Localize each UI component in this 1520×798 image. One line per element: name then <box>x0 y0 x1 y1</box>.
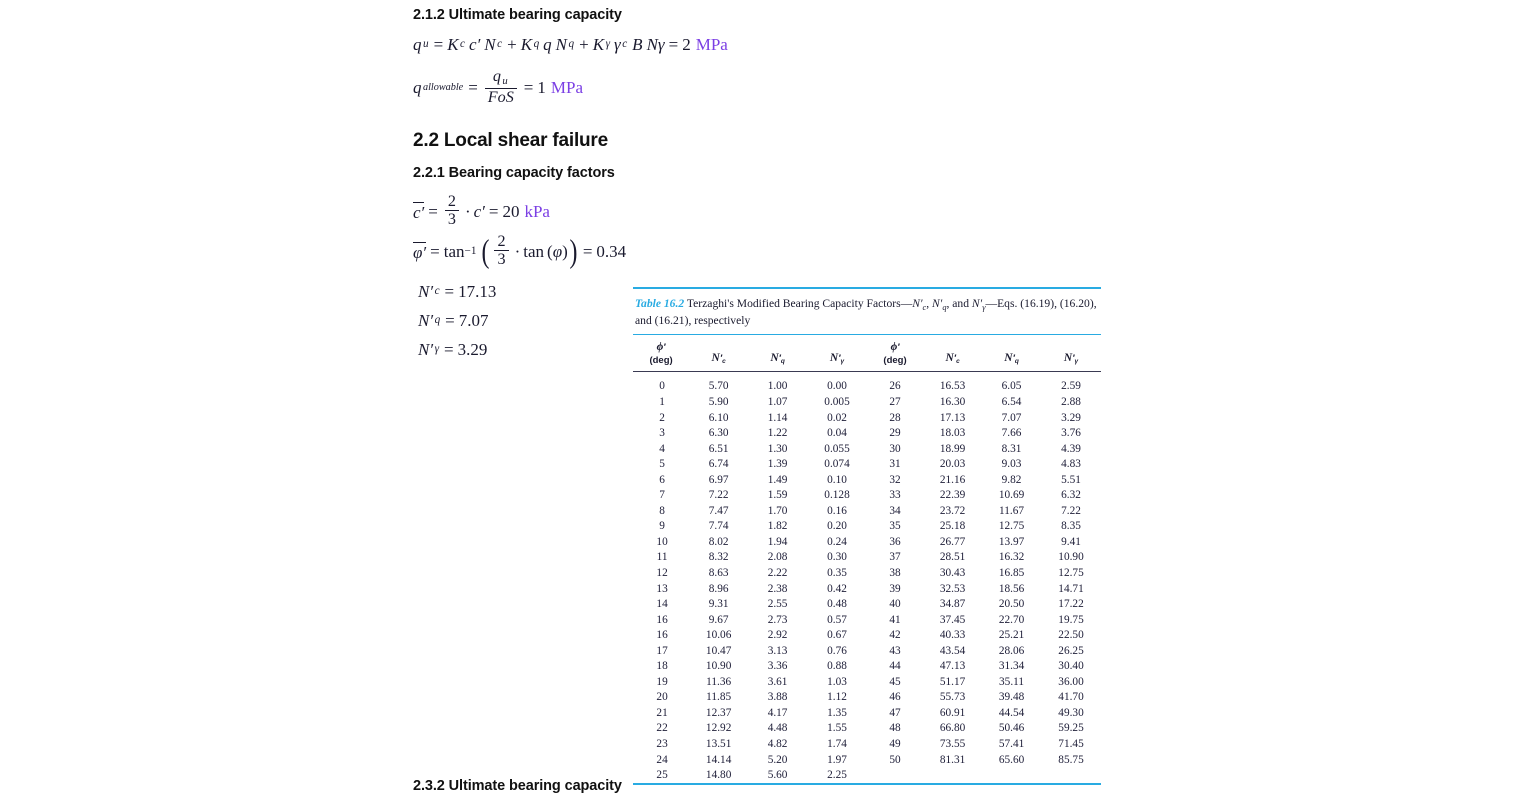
table-cell: 26.77 <box>939 535 966 548</box>
table-cell: 11 <box>656 551 668 564</box>
table-cell: 0.76 <box>827 644 847 657</box>
table-cell: 16.32 <box>998 551 1025 564</box>
result-nc <box>418 283 496 300</box>
table-cell: 2 <box>659 411 665 424</box>
table-cell: 1.55 <box>827 722 847 735</box>
table-cell: 47.13 <box>939 660 966 673</box>
table-row <box>633 581 1101 597</box>
table-cell: 10.90 <box>705 660 732 673</box>
table-cell: 37 <box>889 551 901 564</box>
table-cell: 12.75 <box>1058 566 1084 579</box>
caption-sym-nq: N <box>932 297 940 310</box>
bearing-capacity-factors-table <box>633 335 1101 783</box>
table-cell: 49 <box>889 738 901 750</box>
result-nq-symbol: N <box>418 311 430 330</box>
table-caption: Table 16.2 Terzaghi's Modified Bearing Capacity Factors—N′c, N′q, and N′γ—Eqs. (16.19), (16.20), and (16.21), respectively <box>633 289 1101 335</box>
table-cell: 41.70 <box>1058 691 1084 704</box>
table-cell: 1.07 <box>767 395 788 408</box>
table-cell: 34.87 <box>939 598 966 611</box>
table-cell: 5.90 <box>708 395 729 408</box>
table-cell: 8 <box>659 504 665 517</box>
table-cell: 8.35 <box>1061 520 1081 533</box>
heading-2-1-2: 2.1.2 Ultimate bearing capacity <box>413 7 622 23</box>
caption-and: , and <box>946 297 972 310</box>
table-cell: 6.10 <box>708 411 729 424</box>
equation-qu: q u = K c c ′ N c + K q q N q + K γ γ c B Nγ = 2 MPa <box>413 35 728 54</box>
table-cell: 30.40 <box>1058 660 1084 673</box>
table-cell: 3.61 <box>767 675 788 688</box>
table-cell: 0.074 <box>824 458 850 471</box>
phibar-result-value: 0.34 <box>596 241 627 261</box>
col-header-nc-right: N′c <box>923 335 982 371</box>
table-cell: 22.39 <box>939 489 966 502</box>
table-row <box>633 659 1101 675</box>
table-cell: 0.02 <box>827 411 847 424</box>
result-nc-eq: = <box>444 282 455 301</box>
table-cell: 3.36 <box>767 660 788 673</box>
table-cell: 14.80 <box>705 769 732 782</box>
table-cell: 9.82 <box>1001 473 1022 486</box>
table-cell: 31.34 <box>998 660 1025 673</box>
table-row <box>633 457 1101 473</box>
table-cell: 2.55 <box>767 598 788 611</box>
table-cell: 9.41 <box>1061 535 1081 548</box>
table-cell: 17.13 <box>939 411 966 424</box>
table-row <box>633 503 1101 519</box>
table-cell: 30 <box>889 442 901 455</box>
table-cell: 14 <box>656 598 668 611</box>
result-nq <box>418 312 489 329</box>
table-cell: 2.08 <box>767 551 788 564</box>
table-cell: 1.59 <box>767 489 788 502</box>
table-cell: 1 <box>659 395 665 408</box>
table-cell: 0.20 <box>827 520 847 533</box>
table-row <box>633 488 1101 504</box>
table-cell: 16 <box>656 629 668 642</box>
table-cell: 7.07 <box>1001 411 1022 424</box>
table-row <box>633 565 1101 581</box>
table-cell: 10.69 <box>998 489 1025 502</box>
table-cell: 1.03 <box>827 675 847 688</box>
table-cell: 3 <box>659 427 665 440</box>
table-cell: 18 <box>656 660 668 673</box>
table-cell: 3.13 <box>767 644 788 657</box>
result-nc-sub: c <box>434 284 440 297</box>
table-cell: 18.56 <box>998 582 1025 595</box>
table-cell: 6.30 <box>708 427 729 440</box>
table-cell: 11.67 <box>999 504 1025 517</box>
table-cell: 18.99 <box>939 442 966 455</box>
table-cell <box>867 768 923 784</box>
table-cell: 1.82 <box>767 520 788 533</box>
table-row <box>633 768 1101 784</box>
table-cell: 57.41 <box>998 738 1025 750</box>
table-row <box>633 379 1101 395</box>
table-cell: 27 <box>889 395 901 408</box>
table-cell: 7.74 <box>708 520 729 533</box>
table-cell: 40.33 <box>939 629 966 642</box>
table-cell: 29 <box>889 427 901 440</box>
result-ngamma-prime: ′ <box>429 340 434 359</box>
table-cell: 32.53 <box>939 582 966 595</box>
table-row <box>633 674 1101 690</box>
table-cell: 0.16 <box>827 504 847 517</box>
col-header-ngamma-right: N′γ <box>1041 335 1101 371</box>
table-cell: 22.50 <box>1058 629 1084 642</box>
caption-sub-nq: q <box>942 302 947 312</box>
table-cell: 0.005 <box>824 395 850 408</box>
table-row <box>633 534 1101 550</box>
table-cell: 1.94 <box>767 535 788 548</box>
col-header-nq-left: N′q <box>748 335 807 371</box>
col-header-phi-right: ϕ′ (deg) <box>867 335 923 371</box>
col-header-nc-left: N′c <box>689 335 748 371</box>
heading-2-3-2: 2.3.2 Ultimate bearing capacity <box>413 778 622 794</box>
cbar-result-unit: kPa <box>524 201 550 221</box>
table-cell: 0 <box>659 380 665 393</box>
table-cell: 0.67 <box>827 629 847 642</box>
table-cell: 12.37 <box>705 706 732 719</box>
table-cell: 1.70 <box>767 504 788 517</box>
table-cell: 5.60 <box>767 769 788 782</box>
table-cell: 1.49 <box>767 473 788 486</box>
table-cell: 7 <box>659 489 665 502</box>
table-cell: 3.88 <box>767 691 788 704</box>
table-cell: 24 <box>656 753 668 766</box>
table-cell: 0.00 <box>827 380 847 393</box>
table-cell: 22.70 <box>998 613 1025 626</box>
qu-result-unit: MPa <box>695 35 728 54</box>
table-cell: 17 <box>656 644 668 657</box>
table-cell: 65.60 <box>998 753 1025 766</box>
table-cell: 42 <box>889 629 901 642</box>
caption-sym-nc: N <box>912 297 920 310</box>
table-cell: 26.25 <box>1058 644 1084 657</box>
equation-phi-bar: φ′ = tan −1 ( $\frac{2}{3}$ · tan ( φ ) ) = 0.34 <box>413 232 627 270</box>
table-cell: 23.72 <box>939 504 966 517</box>
table-cell: 2.22 <box>767 566 788 579</box>
table-cell: 32 <box>889 473 901 486</box>
table-cell: 41 <box>889 613 901 626</box>
table-cell: 25.21 <box>998 629 1025 642</box>
table-cell: 19 <box>656 675 668 688</box>
table-cell: 35 <box>889 520 901 533</box>
table-cell: 4 <box>659 442 665 455</box>
table-cell: 0.42 <box>827 582 847 595</box>
table-cell: 0.128 <box>824 489 850 502</box>
table-figure-16-2 <box>633 287 1101 785</box>
table-cell: 9 <box>659 520 665 533</box>
table-cell: 5 <box>659 458 665 471</box>
table-caption-part2: —Eqs. (16.19), (16.20), and (16.21), respectively <box>635 297 1097 327</box>
table-cell: 2.88 <box>1061 395 1081 408</box>
heading-2-2: 2.2 Local shear failure <box>413 130 608 151</box>
table-cell: 4.83 <box>1061 458 1081 471</box>
table-cell: 0.30 <box>827 551 847 564</box>
table-cell: 85.75 <box>1058 753 1084 766</box>
cbar-result-value: 20 <box>502 201 520 221</box>
table-cell: 21 <box>656 706 668 719</box>
table-cell: 26 <box>889 380 901 393</box>
table-cell: 33 <box>889 489 901 502</box>
table-label: Table 16.2 <box>635 297 685 310</box>
qallow-result-unit: MPa <box>550 78 583 98</box>
table-cell: 2.92 <box>767 629 788 642</box>
table-cell: 16 <box>656 613 668 626</box>
table-cell: 14.71 <box>1058 582 1084 595</box>
result-nc-symbol: N <box>418 282 430 301</box>
col-header-phi-left: ϕ′ (deg) <box>633 335 689 371</box>
table-cell: 13 <box>656 582 668 595</box>
table-cell: 20 <box>656 691 668 704</box>
table-cell: 1.30 <box>767 442 788 455</box>
table-cell: 3.29 <box>1061 411 1081 424</box>
table-cell: 9.03 <box>1001 458 1022 471</box>
table-cell: 40 <box>889 598 901 611</box>
table-row <box>633 643 1101 659</box>
table-cell: 8.31 <box>1001 442 1022 455</box>
result-nq-prime: ′ <box>429 311 434 330</box>
table-top-spacer <box>633 371 1101 379</box>
table-cell: 11.36 <box>706 675 732 688</box>
table-cell: 1.00 <box>767 380 788 393</box>
table-cell: 8.32 <box>708 551 729 564</box>
result-nq-sub: q <box>434 313 441 326</box>
table-cell: 2.73 <box>767 613 788 626</box>
table-cell: 1.97 <box>827 753 847 766</box>
table-cell: 0.055 <box>824 442 850 455</box>
table-cell: 12.75 <box>998 520 1025 533</box>
table-cell: 50.46 <box>998 722 1025 735</box>
result-nq-eq: = <box>445 311 455 330</box>
table-cell: 6.97 <box>708 473 729 486</box>
table-cell: 59.25 <box>1058 722 1084 735</box>
table-cell: 38 <box>889 566 901 579</box>
table-cell: 2.38 <box>767 582 788 595</box>
result-nc-prime: ′ <box>429 282 434 301</box>
table-row <box>633 752 1101 768</box>
table-cell: 1.14 <box>767 411 788 424</box>
table-cell: 1.39 <box>767 458 788 471</box>
table-cell: 7.22 <box>1061 504 1081 517</box>
table-cell: 0.24 <box>827 535 847 548</box>
table-row <box>633 394 1101 410</box>
table-cell: 51.17 <box>939 675 966 688</box>
table-cell: 81.31 <box>939 753 966 766</box>
table-row <box>633 736 1101 752</box>
result-nq-value: 7.07 <box>458 311 489 330</box>
table-cell: 43 <box>889 644 901 657</box>
table-cell: 13.97 <box>998 535 1025 548</box>
table-cell: 73.55 <box>939 738 966 750</box>
table-cell: 44 <box>889 660 901 673</box>
table-cell: 10 <box>656 535 668 548</box>
table-row <box>633 410 1101 426</box>
result-ngamma-value: 3.29 <box>457 340 488 359</box>
table-row <box>633 612 1101 628</box>
caption-sub-ng: γ <box>982 302 986 312</box>
table-cell: 5.20 <box>767 753 788 766</box>
table-cell: 36 <box>889 535 901 548</box>
table-cell: 2.25 <box>827 769 847 782</box>
heading-2-2-1: 2.2.1 Bearing capacity factors <box>413 165 615 181</box>
qallow-result-value: 1 <box>537 78 546 98</box>
table-row <box>633 705 1101 721</box>
table-cell: 0.35 <box>827 566 847 579</box>
table-cell: 19.75 <box>1058 613 1084 626</box>
table-cell: 28.51 <box>939 551 966 564</box>
result-ngamma-eq: = <box>443 340 454 359</box>
table-cell: 39.48 <box>998 691 1025 704</box>
table-cell: 12 <box>656 566 668 579</box>
table-cell: 55.73 <box>939 691 966 704</box>
table-cell: 5.70 <box>708 380 729 393</box>
table-caption-part1: Terzaghi's Modified Bearing Capacity Factors— <box>686 297 913 310</box>
result-ngamma-symbol: N <box>418 340 430 359</box>
caption-sub-nc: c <box>922 302 927 312</box>
col-header-ngamma-left: N′γ <box>807 335 867 371</box>
table-row <box>633 721 1101 737</box>
table-cell: 6.54 <box>1001 395 1022 408</box>
qu-result-value: 2 <box>682 35 691 54</box>
result-ngamma-sub: γ <box>434 342 439 355</box>
result-nc-value: 17.13 <box>458 282 497 301</box>
equation-q-allowable: q allowable = $\frac{\text{q u}}{\text{FoS}}$ = 1 MPa <box>413 68 583 107</box>
table-cell: 39 <box>889 582 901 595</box>
table-cell: 6.51 <box>708 442 729 455</box>
table-cell: 60.91 <box>939 706 966 719</box>
table-row <box>633 472 1101 488</box>
table-cell: 45 <box>889 675 901 688</box>
table-cell: 12.92 <box>705 722 732 735</box>
table-cell: 28 <box>889 411 901 424</box>
table-cell: 25 <box>656 769 668 782</box>
table-row <box>633 519 1101 535</box>
table-cell: 20.03 <box>939 458 966 471</box>
table-cell: 7.22 <box>708 489 729 502</box>
col-header-nq-right: N′q <box>982 335 1041 371</box>
table-cell: 4.48 <box>767 722 788 735</box>
table-cell: 2.59 <box>1061 380 1081 393</box>
table-cell: 35.11 <box>999 675 1025 688</box>
table-cell: 48 <box>889 722 901 735</box>
table-cell: 20.50 <box>998 598 1025 611</box>
table-cell: 44.54 <box>998 706 1025 719</box>
table-cell: 50 <box>889 753 901 766</box>
table-cell: 9.31 <box>708 598 729 611</box>
table-body <box>633 371 1101 783</box>
table-cell: 1.35 <box>827 706 847 719</box>
table-cell: 21.16 <box>939 473 966 486</box>
table-cell: 36.00 <box>1058 675 1084 688</box>
table-cell: 13.51 <box>705 738 732 750</box>
table-cell: 10.06 <box>705 629 732 642</box>
table-cell: 16.30 <box>939 395 966 408</box>
table-row <box>633 441 1101 457</box>
table-cell: 30.43 <box>939 566 966 579</box>
table-cell: 47 <box>889 706 901 719</box>
table-cell: 16.85 <box>998 566 1025 579</box>
table-cell: 46 <box>889 691 901 704</box>
table-cell <box>1041 768 1101 784</box>
table-cell: 1.12 <box>827 691 847 704</box>
table-cell: 10.90 <box>1058 551 1084 564</box>
table-cell: 11.85 <box>706 691 732 704</box>
table-cell: 8.96 <box>708 582 729 595</box>
table-cell: 71.45 <box>1058 738 1084 750</box>
table-cell: 6.05 <box>1001 380 1022 393</box>
table-cell: 49.30 <box>1058 706 1084 719</box>
table-cell: 0.57 <box>827 613 847 626</box>
table-cell: 1.22 <box>767 427 788 440</box>
table-cell: 7.66 <box>1001 427 1022 440</box>
table-cell: 0.10 <box>827 473 847 486</box>
table-cell: 5.51 <box>1061 473 1081 486</box>
table-cell: 3.76 <box>1061 427 1081 440</box>
table-cell: 66.80 <box>939 722 966 735</box>
table-cell: 17.22 <box>1058 598 1084 611</box>
table-cell: 43.54 <box>939 644 966 657</box>
table-cell: 0.48 <box>827 598 847 611</box>
table-row <box>633 550 1101 566</box>
table-header-row <box>633 335 1101 371</box>
table-cell: 22 <box>656 722 668 735</box>
table-cell: 28.06 <box>998 644 1025 657</box>
table-cell: 6.74 <box>708 458 729 471</box>
table-row <box>633 628 1101 644</box>
equation-c-bar: c′ = $\frac{2}{3}$ · c ′ = 20 kPa <box>413 193 550 229</box>
table-row <box>633 426 1101 442</box>
caption-sym-ng: N <box>971 297 980 310</box>
table-cell: 0.88 <box>827 660 847 673</box>
table-cell: 4.82 <box>767 738 788 750</box>
table-cell: 6 <box>659 473 665 486</box>
table-cell: 8.02 <box>708 535 729 548</box>
table-row <box>633 597 1101 613</box>
table-cell <box>923 768 982 784</box>
table-row <box>633 690 1101 706</box>
table-cell: 6.32 <box>1061 489 1081 502</box>
table-cell: 8.63 <box>708 566 729 579</box>
table-cell: 9.67 <box>708 613 729 626</box>
table-cell: 1.74 <box>827 738 847 750</box>
table-cell: 14.14 <box>705 753 732 766</box>
result-ngamma <box>418 341 487 358</box>
table-cell: 4.17 <box>767 706 788 719</box>
table-cell: 4.39 <box>1061 442 1081 455</box>
table-cell: 37.45 <box>939 613 966 626</box>
table-cell: 31 <box>889 458 901 471</box>
table-cell: 18.03 <box>939 427 966 440</box>
table-cell: 10.47 <box>705 644 732 657</box>
table-cell: 7.47 <box>708 504 729 517</box>
table-cell: 34 <box>889 504 901 517</box>
table-cell: 16.53 <box>939 380 966 393</box>
table-cell: 25.18 <box>939 520 966 533</box>
table-cell <box>982 768 1041 784</box>
table-cell: 0.04 <box>827 427 847 440</box>
table-cell: 23 <box>656 738 668 750</box>
